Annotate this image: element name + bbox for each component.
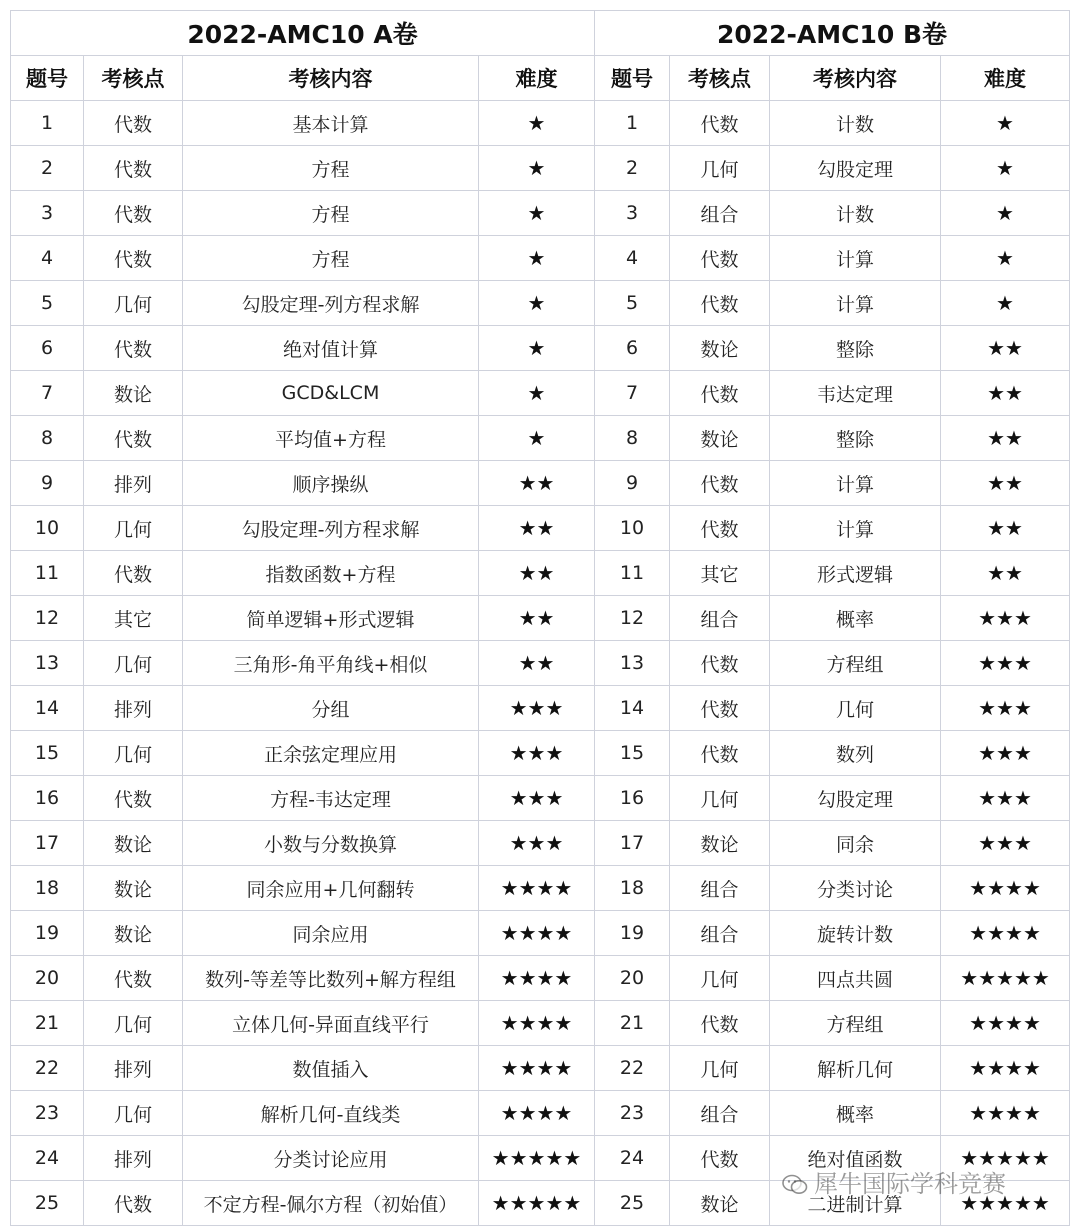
b-content-cell: 数列 xyxy=(770,731,941,776)
b-content-cell: 勾股定理 xyxy=(770,146,941,191)
a-difficulty-cell: ★ xyxy=(479,146,595,191)
a-topic-cell: 代数 xyxy=(84,1181,183,1226)
a-topic-cell: 代数 xyxy=(84,236,183,281)
b-content-cell: 几何 xyxy=(770,686,941,731)
b-difficulty-cell: ★★ xyxy=(941,461,1070,506)
b-content-cell: 同余 xyxy=(770,821,941,866)
table-row xyxy=(11,1046,1070,1091)
b-number-cell: 8 xyxy=(595,416,670,461)
b-number-cell: 20 xyxy=(595,956,670,1001)
a-difficulty-cell: ★ xyxy=(479,326,595,371)
table-body xyxy=(11,101,1070,1226)
b-number-cell: 7 xyxy=(595,371,670,416)
a-number-cell: 12 xyxy=(11,596,84,641)
table-row xyxy=(11,956,1070,1001)
table-row xyxy=(11,776,1070,821)
a-difficulty-cell: ★ xyxy=(479,281,595,326)
b-header-content: 考核内容 xyxy=(770,56,941,101)
a-difficulty-cell: ★★ xyxy=(479,596,595,641)
b-number-cell: 23 xyxy=(595,1091,670,1136)
b-number-cell: 9 xyxy=(595,461,670,506)
a-number-cell: 17 xyxy=(11,821,84,866)
a-number-cell: 24 xyxy=(11,1136,84,1181)
a-difficulty-cell: ★★ xyxy=(479,641,595,686)
a-difficulty-cell: ★★★ xyxy=(479,776,595,821)
b-difficulty-cell: ★ xyxy=(941,101,1070,146)
a-number-cell: 10 xyxy=(11,506,84,551)
b-header-difficulty: 难度 xyxy=(941,56,1070,101)
b-difficulty-cell: ★★★★★ xyxy=(941,1181,1070,1226)
paper-a-title: 2022-AMC10 A卷 xyxy=(11,11,595,56)
table-row xyxy=(11,1136,1070,1181)
a-topic-cell: 数论 xyxy=(84,371,183,416)
b-content-cell: 方程组 xyxy=(770,641,941,686)
b-difficulty-cell: ★★★★★ xyxy=(941,956,1070,1001)
b-topic-cell: 代数 xyxy=(670,686,770,731)
b-difficulty-cell: ★★★ xyxy=(941,821,1070,866)
b-number-cell: 14 xyxy=(595,686,670,731)
b-topic-cell: 几何 xyxy=(670,1046,770,1091)
title-row xyxy=(11,11,1070,56)
b-difficulty-cell: ★★★★ xyxy=(941,866,1070,911)
a-number-cell: 23 xyxy=(11,1091,84,1136)
b-difficulty-cell: ★★ xyxy=(941,551,1070,596)
table-row xyxy=(11,551,1070,596)
a-content-cell: 方程 xyxy=(183,146,479,191)
a-topic-cell: 几何 xyxy=(84,1001,183,1046)
b-content-cell: 勾股定理 xyxy=(770,776,941,821)
a-content-cell: 解析几何-直线类 xyxy=(183,1091,479,1136)
a-content-cell: 三角形-角平角线+相似 xyxy=(183,641,479,686)
b-content-cell: 韦达定理 xyxy=(770,371,941,416)
a-difficulty-cell: ★★★ xyxy=(479,731,595,776)
a-number-cell: 15 xyxy=(11,731,84,776)
a-content-cell: 分类讨论应用 xyxy=(183,1136,479,1181)
b-header-topic: 考核点 xyxy=(670,56,770,101)
b-content-cell: 方程组 xyxy=(770,1001,941,1046)
header-row xyxy=(11,56,1070,101)
a-number-cell: 1 xyxy=(11,101,84,146)
a-content-cell: 方程 xyxy=(183,236,479,281)
a-header-content: 考核内容 xyxy=(183,56,479,101)
b-topic-cell: 数论 xyxy=(670,326,770,371)
b-difficulty-cell: ★★★ xyxy=(941,641,1070,686)
table-row xyxy=(11,866,1070,911)
a-content-cell: 同余应用 xyxy=(183,911,479,956)
b-topic-cell: 代数 xyxy=(670,641,770,686)
b-topic-cell: 代数 xyxy=(670,731,770,776)
b-number-cell: 6 xyxy=(595,326,670,371)
b-header-number: 题号 xyxy=(595,56,670,101)
b-topic-cell: 代数 xyxy=(670,506,770,551)
b-content-cell: 计数 xyxy=(770,101,941,146)
a-number-cell: 19 xyxy=(11,911,84,956)
a-content-cell: 平均值+方程 xyxy=(183,416,479,461)
b-content-cell: 概率 xyxy=(770,1091,941,1136)
b-difficulty-cell: ★★★★ xyxy=(941,1001,1070,1046)
a-topic-cell: 几何 xyxy=(84,641,183,686)
b-number-cell: 16 xyxy=(595,776,670,821)
table-row xyxy=(11,416,1070,461)
a-topic-cell: 数论 xyxy=(84,911,183,956)
b-number-cell: 10 xyxy=(595,506,670,551)
b-number-cell: 12 xyxy=(595,596,670,641)
table-row xyxy=(11,461,1070,506)
a-number-cell: 2 xyxy=(11,146,84,191)
a-difficulty-cell: ★★★★ xyxy=(479,1091,595,1136)
b-topic-cell: 组合 xyxy=(670,1091,770,1136)
a-content-cell: 勾股定理-列方程求解 xyxy=(183,281,479,326)
b-difficulty-cell: ★★ xyxy=(941,506,1070,551)
b-topic-cell: 几何 xyxy=(670,956,770,1001)
a-number-cell: 6 xyxy=(11,326,84,371)
amc10-table xyxy=(10,10,1070,1226)
b-difficulty-cell: ★ xyxy=(941,146,1070,191)
b-number-cell: 22 xyxy=(595,1046,670,1091)
b-content-cell: 二进制计算 xyxy=(770,1181,941,1226)
a-topic-cell: 几何 xyxy=(84,506,183,551)
a-content-cell: 立体几何-异面直线平行 xyxy=(183,1001,479,1046)
a-content-cell: GCD&LCM xyxy=(183,371,479,416)
b-number-cell: 21 xyxy=(595,1001,670,1046)
a-topic-cell: 排列 xyxy=(84,461,183,506)
table-row xyxy=(11,731,1070,776)
a-content-cell: 同余应用+几何翻转 xyxy=(183,866,479,911)
a-difficulty-cell: ★★★ xyxy=(479,821,595,866)
b-topic-cell: 数论 xyxy=(670,1181,770,1226)
a-difficulty-cell: ★★ xyxy=(479,506,595,551)
b-topic-cell: 代数 xyxy=(670,1001,770,1046)
a-number-cell: 16 xyxy=(11,776,84,821)
b-content-cell: 计算 xyxy=(770,506,941,551)
a-topic-cell: 代数 xyxy=(84,551,183,596)
table-row xyxy=(11,236,1070,281)
b-content-cell: 解析几何 xyxy=(770,1046,941,1091)
a-number-cell: 22 xyxy=(11,1046,84,1091)
b-difficulty-cell: ★★★★★ xyxy=(941,1136,1070,1181)
a-number-cell: 9 xyxy=(11,461,84,506)
b-difficulty-cell: ★★★ xyxy=(941,686,1070,731)
table-row xyxy=(11,146,1070,191)
b-number-cell: 17 xyxy=(595,821,670,866)
a-difficulty-cell: ★★★ xyxy=(479,686,595,731)
b-number-cell: 3 xyxy=(595,191,670,236)
b-difficulty-cell: ★★★ xyxy=(941,776,1070,821)
a-number-cell: 25 xyxy=(11,1181,84,1226)
b-content-cell: 四点共圆 xyxy=(770,956,941,1001)
b-content-cell: 计数 xyxy=(770,191,941,236)
a-number-cell: 18 xyxy=(11,866,84,911)
a-difficulty-cell: ★★★★★ xyxy=(479,1136,595,1181)
b-difficulty-cell: ★ xyxy=(941,236,1070,281)
table-row xyxy=(11,641,1070,686)
b-content-cell: 计算 xyxy=(770,236,941,281)
b-content-cell: 计算 xyxy=(770,461,941,506)
b-content-cell: 整除 xyxy=(770,416,941,461)
b-topic-cell: 几何 xyxy=(670,146,770,191)
a-topic-cell: 数论 xyxy=(84,821,183,866)
a-number-cell: 11 xyxy=(11,551,84,596)
a-topic-cell: 代数 xyxy=(84,146,183,191)
b-difficulty-cell: ★★ xyxy=(941,371,1070,416)
b-difficulty-cell: ★★★★ xyxy=(941,1091,1070,1136)
a-topic-cell: 几何 xyxy=(84,731,183,776)
b-number-cell: 5 xyxy=(595,281,670,326)
b-content-cell: 形式逻辑 xyxy=(770,551,941,596)
b-topic-cell: 组合 xyxy=(670,191,770,236)
a-header-topic: 考核点 xyxy=(84,56,183,101)
a-content-cell: 不定方程-佩尔方程（初始值） xyxy=(183,1181,479,1226)
a-number-cell: 13 xyxy=(11,641,84,686)
a-number-cell: 20 xyxy=(11,956,84,1001)
b-number-cell: 11 xyxy=(595,551,670,596)
watermark-text: 犀牛国际学科竞赛 xyxy=(814,1170,1006,1198)
b-difficulty-cell: ★ xyxy=(941,281,1070,326)
a-content-cell: 正余弦定理应用 xyxy=(183,731,479,776)
a-content-cell: 绝对值计算 xyxy=(183,326,479,371)
table-row xyxy=(11,596,1070,641)
a-topic-cell: 其它 xyxy=(84,596,183,641)
b-difficulty-cell: ★★★ xyxy=(941,596,1070,641)
paper-b-title: 2022-AMC10 B卷 xyxy=(595,11,1070,56)
a-topic-cell: 代数 xyxy=(84,326,183,371)
a-content-cell: 分组 xyxy=(183,686,479,731)
a-topic-cell: 代数 xyxy=(84,101,183,146)
b-topic-cell: 数论 xyxy=(670,821,770,866)
b-topic-cell: 代数 xyxy=(670,1136,770,1181)
a-difficulty-cell: ★★★★ xyxy=(479,1046,595,1091)
a-topic-cell: 代数 xyxy=(84,956,183,1001)
table-row xyxy=(11,1001,1070,1046)
table-row xyxy=(11,821,1070,866)
table-row xyxy=(11,1181,1070,1226)
b-topic-cell: 组合 xyxy=(670,596,770,641)
a-difficulty-cell: ★★★★ xyxy=(479,866,595,911)
table-row xyxy=(11,911,1070,956)
b-content-cell: 绝对值函数 xyxy=(770,1136,941,1181)
a-content-cell: 数列-等差等比数列+解方程组 xyxy=(183,956,479,1001)
b-topic-cell: 代数 xyxy=(670,236,770,281)
a-header-number: 题号 xyxy=(11,56,84,101)
a-topic-cell: 代数 xyxy=(84,776,183,821)
a-topic-cell: 排列 xyxy=(84,686,183,731)
a-content-cell: 简单逻辑+形式逻辑 xyxy=(183,596,479,641)
b-number-cell: 15 xyxy=(595,731,670,776)
b-content-cell: 整除 xyxy=(770,326,941,371)
table-row xyxy=(11,191,1070,236)
table-row xyxy=(11,1091,1070,1136)
b-content-cell: 分类讨论 xyxy=(770,866,941,911)
a-difficulty-cell: ★ xyxy=(479,371,595,416)
b-number-cell: 24 xyxy=(595,1136,670,1181)
b-topic-cell: 代数 xyxy=(670,281,770,326)
b-number-cell: 18 xyxy=(595,866,670,911)
b-topic-cell: 组合 xyxy=(670,911,770,956)
a-difficulty-cell: ★ xyxy=(479,416,595,461)
b-difficulty-cell: ★★ xyxy=(941,416,1070,461)
a-difficulty-cell: ★★ xyxy=(479,551,595,596)
a-content-cell: 顺序操纵 xyxy=(183,461,479,506)
a-topic-cell: 数论 xyxy=(84,866,183,911)
b-content-cell: 旋转计数 xyxy=(770,911,941,956)
b-topic-cell: 数论 xyxy=(670,416,770,461)
a-content-cell: 方程-韦达定理 xyxy=(183,776,479,821)
a-number-cell: 5 xyxy=(11,281,84,326)
a-topic-cell: 排列 xyxy=(84,1136,183,1181)
a-content-cell: 方程 xyxy=(183,191,479,236)
b-number-cell: 1 xyxy=(595,101,670,146)
a-header-difficulty: 难度 xyxy=(479,56,595,101)
table-row xyxy=(11,506,1070,551)
a-number-cell: 3 xyxy=(11,191,84,236)
table-row xyxy=(11,101,1070,146)
table-row xyxy=(11,281,1070,326)
b-number-cell: 25 xyxy=(595,1181,670,1226)
a-difficulty-cell: ★★ xyxy=(479,461,595,506)
b-topic-cell: 代数 xyxy=(670,101,770,146)
b-topic-cell: 组合 xyxy=(670,866,770,911)
b-content-cell: 计算 xyxy=(770,281,941,326)
a-topic-cell: 代数 xyxy=(84,191,183,236)
a-topic-cell: 排列 xyxy=(84,1046,183,1091)
a-number-cell: 14 xyxy=(11,686,84,731)
a-topic-cell: 代数 xyxy=(84,416,183,461)
table-row xyxy=(11,686,1070,731)
b-topic-cell: 代数 xyxy=(670,461,770,506)
a-content-cell: 指数函数+方程 xyxy=(183,551,479,596)
a-difficulty-cell: ★ xyxy=(479,101,595,146)
b-content-cell: 概率 xyxy=(770,596,941,641)
a-topic-cell: 几何 xyxy=(84,281,183,326)
b-topic-cell: 几何 xyxy=(670,776,770,821)
a-content-cell: 基本计算 xyxy=(183,101,479,146)
a-difficulty-cell: ★★★★ xyxy=(479,956,595,1001)
b-number-cell: 2 xyxy=(595,146,670,191)
b-topic-cell: 代数 xyxy=(670,371,770,416)
a-number-cell: 21 xyxy=(11,1001,84,1046)
b-difficulty-cell: ★★ xyxy=(941,326,1070,371)
a-difficulty-cell: ★ xyxy=(479,191,595,236)
a-difficulty-cell: ★★★★ xyxy=(479,1001,595,1046)
table-row xyxy=(11,326,1070,371)
a-content-cell: 勾股定理-列方程求解 xyxy=(183,506,479,551)
b-difficulty-cell: ★★★ xyxy=(941,731,1070,776)
b-number-cell: 19 xyxy=(595,911,670,956)
table-row xyxy=(11,371,1070,416)
b-difficulty-cell: ★ xyxy=(941,191,1070,236)
a-difficulty-cell: ★★★★ xyxy=(479,911,595,956)
a-number-cell: 4 xyxy=(11,236,84,281)
a-topic-cell: 几何 xyxy=(84,1091,183,1136)
b-topic-cell: 其它 xyxy=(670,551,770,596)
a-number-cell: 7 xyxy=(11,371,84,416)
b-number-cell: 13 xyxy=(595,641,670,686)
b-number-cell: 4 xyxy=(595,236,670,281)
b-difficulty-cell: ★★★★ xyxy=(941,1046,1070,1091)
a-difficulty-cell: ★ xyxy=(479,236,595,281)
a-difficulty-cell: ★★★★★ xyxy=(479,1181,595,1226)
a-number-cell: 8 xyxy=(11,416,84,461)
a-content-cell: 小数与分数换算 xyxy=(183,821,479,866)
a-content-cell: 数值插入 xyxy=(183,1046,479,1091)
b-difficulty-cell: ★★★★ xyxy=(941,911,1070,956)
